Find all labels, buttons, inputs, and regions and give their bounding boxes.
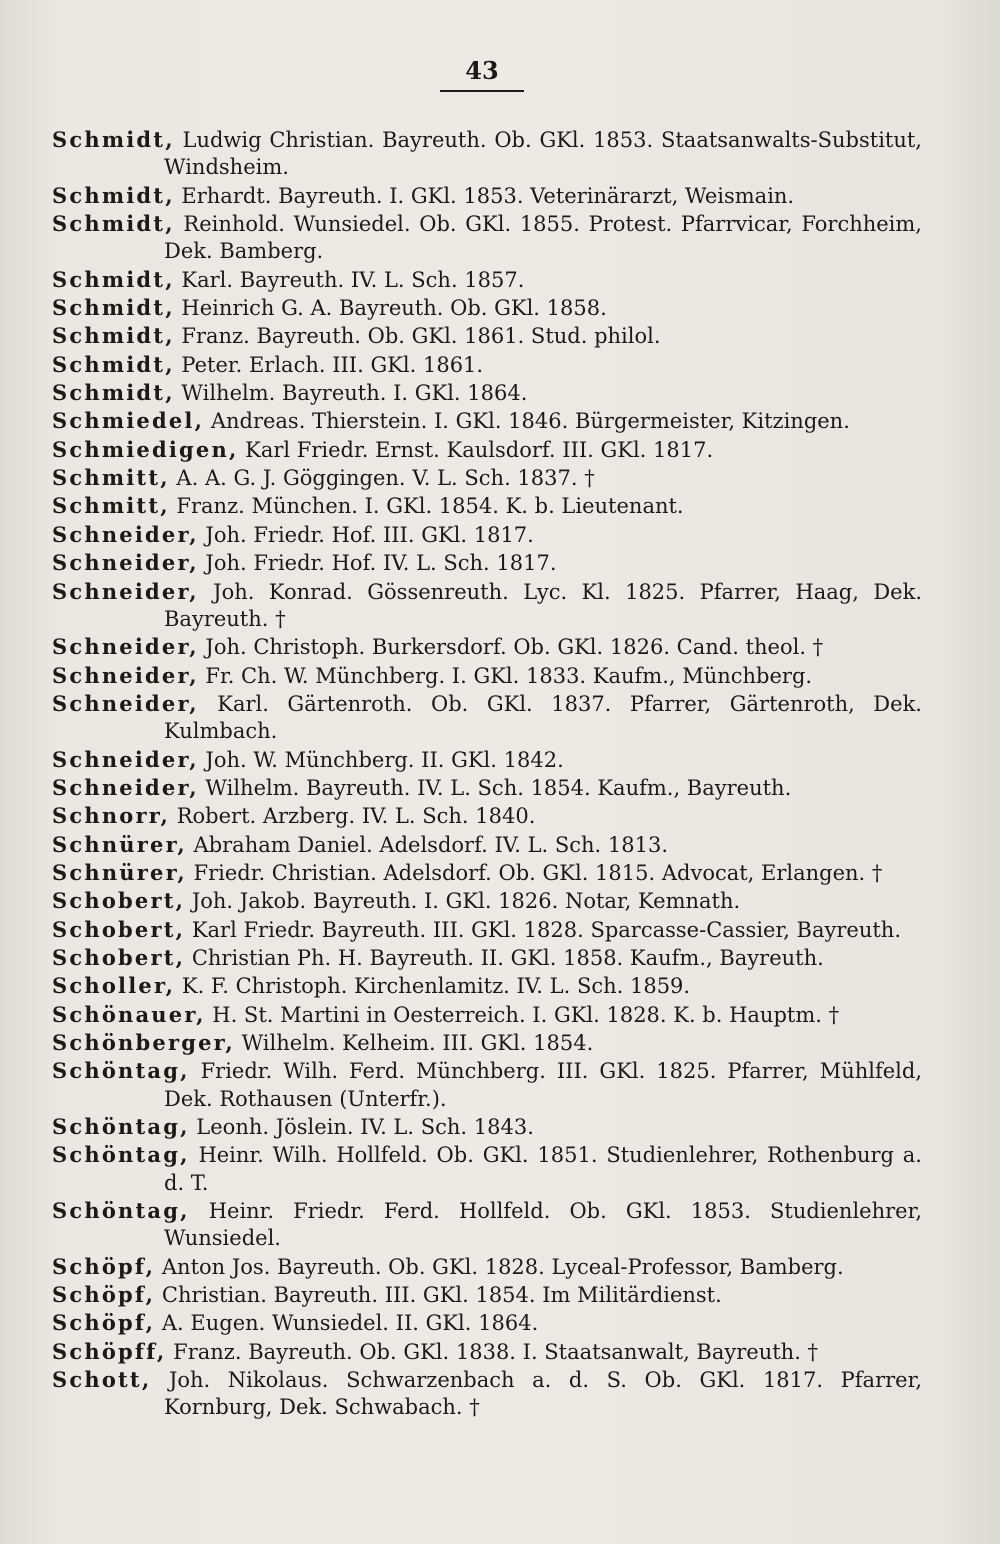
register-entry bbox=[52, 1029, 922, 1057]
register-entry bbox=[52, 1309, 922, 1337]
entry-surname: Schobert, bbox=[52, 944, 186, 970]
entry-surname: Schnürer, bbox=[52, 859, 187, 885]
register-entry bbox=[52, 578, 922, 634]
entry-details: Robert. Arzberg. IV. L. Sch. 1840. bbox=[176, 804, 536, 829]
entry-details: A. Eugen. Wunsiedel. II. GKl. 1864. bbox=[161, 1311, 539, 1336]
entry-surname: Schneider, bbox=[52, 746, 199, 772]
entry-surname: Scholler, bbox=[52, 973, 176, 999]
entry-details: Joh. Konrad. Gössenreuth. Lyc. Kl. 1825. Pfarrer, Haag, Dek. Bayreuth. † bbox=[164, 579, 922, 631]
entry-surname: Schmitt, bbox=[52, 493, 170, 519]
entry-surname: Schnürer, bbox=[52, 831, 187, 857]
register-entry bbox=[52, 1057, 922, 1113]
entry-details: Leonh. Jöslein. IV. L. Sch. 1843. bbox=[196, 1115, 534, 1140]
entry-details: Joh. Christoph. Burkersdorf. Ob. GKl. 1826. Cand. theol. † bbox=[205, 635, 824, 660]
register-entry bbox=[52, 690, 922, 746]
entry-surname: Schneider, bbox=[52, 550, 199, 576]
register-entry bbox=[52, 1141, 922, 1197]
entry-surname: Schmidt, bbox=[52, 266, 175, 292]
entry-details: Wilhelm. Bayreuth. IV. L. Sch. 1854. Kaufm., Bayreuth. bbox=[205, 775, 792, 800]
register-entry bbox=[52, 1113, 922, 1141]
entry-details: Joh. W. Münchberg. II. GKl. 1842. bbox=[205, 747, 564, 772]
register-entry bbox=[52, 1253, 922, 1281]
entry-details: Friedr. Wilh. Ferd. Münchberg. III. GKl. 1825. Pfarrer, Mühlfeld, Dek. Rothausen (Unterfr.). bbox=[164, 1059, 922, 1111]
entry-details: Karl Friedr. Ernst. Kaulsdorf. III. GKl. 1817. bbox=[245, 437, 714, 462]
page-number-rule bbox=[440, 90, 524, 92]
entry-details: A. A. G. J. Göggingen. V. L. Sch. 1837. † bbox=[176, 466, 595, 491]
entry-details: Karl. Bayreuth. IV. L. Sch. 1857. bbox=[181, 267, 525, 292]
register-entry bbox=[52, 436, 922, 464]
register-entry bbox=[52, 407, 922, 435]
register-entry bbox=[52, 351, 922, 379]
entry-surname: Schott, bbox=[52, 1367, 152, 1393]
entry-details: Ludwig Christian. Bayreuth. Ob. GKl. 1853. Staatsanwalts-Substitut, Windsheim. bbox=[164, 128, 922, 180]
entry-surname: Schneider, bbox=[52, 578, 199, 604]
entry-details: Joh. Friedr. Hof. IV. L. Sch. 1817. bbox=[205, 551, 557, 576]
register-entry bbox=[52, 492, 922, 520]
entry-surname: Schöpf, bbox=[52, 1253, 156, 1279]
register-entry bbox=[52, 972, 922, 1000]
entry-details: Karl Friedr. Bayreuth. III. GKl. 1828. Sparcasse-Cassier, Bayreuth. bbox=[191, 917, 902, 942]
entry-details: Franz. Bayreuth. Ob. GKl. 1838. I. Staatsanwalt, Bayreuth. † bbox=[173, 1339, 819, 1364]
entry-surname: Schmidt, bbox=[52, 323, 175, 349]
register-entry bbox=[52, 549, 922, 577]
entry-surname: Schobert, bbox=[52, 888, 186, 914]
entry-surname: Schneider, bbox=[52, 690, 199, 716]
register-entry bbox=[52, 1338, 922, 1366]
entry-surname: Schneider, bbox=[52, 521, 199, 547]
entry-details: Andreas. Thierstein. I. GKl. 1846. Bürgermeister, Kitzingen. bbox=[210, 409, 850, 434]
register-entry bbox=[52, 126, 922, 182]
page-number: 43 bbox=[465, 56, 499, 85]
entry-surname: Schmidt, bbox=[52, 211, 175, 237]
entry-surname: Schobert, bbox=[52, 916, 186, 942]
entry-surname: Schöpff, bbox=[52, 1338, 167, 1364]
entry-surname: Schönberger, bbox=[52, 1030, 235, 1055]
entry-details: Friedr. Christian. Adelsdorf. Ob. GKl. 1815. Advocat, Erlangen. † bbox=[193, 860, 883, 885]
register-entries bbox=[52, 126, 922, 1422]
register-entry bbox=[52, 831, 922, 859]
entry-surname: Schöntag, bbox=[52, 1198, 190, 1224]
entry-details: Joh. Jakob. Bayreuth. I. GKl. 1826. Notar, Kemnath. bbox=[191, 889, 741, 914]
entry-surname: Schmiedel, bbox=[52, 408, 205, 434]
entry-surname: Schmitt, bbox=[52, 465, 170, 491]
entry-details: Reinhold. Wunsiedel. Ob. GKl. 1855. Protest. Pfarrvicar, Forchheim, Dek. Bamberg. bbox=[164, 212, 922, 264]
register-entry bbox=[52, 322, 922, 350]
entry-surname: Schnorr, bbox=[52, 803, 171, 829]
entry-surname: Schneider, bbox=[52, 774, 199, 800]
entry-details: Franz. München. I. GKl. 1854. K. b. Lieutenant. bbox=[176, 494, 684, 519]
entry-details: H. St. Martini in Oesterreich. I. GKl. 1828. K. b. Hauptm. † bbox=[212, 1002, 840, 1027]
register-entry bbox=[52, 859, 922, 887]
entry-surname: Schmidt, bbox=[52, 380, 175, 406]
entry-details: Karl. Gärtenroth. Ob. GKl. 1837. Pfarrer, Gärtenroth, Dek. Kulmbach. bbox=[164, 691, 922, 744]
entry-details: Anton Jos. Bayreuth. Ob. GKl. 1828. Lyceal-Professor, Bamberg. bbox=[161, 1254, 844, 1279]
entry-details: Joh. Friedr. Hof. III. GKl. 1817. bbox=[205, 522, 534, 547]
entry-surname: Schöntag, bbox=[52, 1142, 190, 1168]
entry-surname: Schmidt, bbox=[52, 127, 175, 152]
entry-details: Fr. Ch. W. Münchberg. I. GKl. 1833. Kaufm., Münchberg. bbox=[205, 663, 813, 688]
register-entry bbox=[52, 379, 922, 407]
entry-details: Erhardt. Bayreuth. I. GKl. 1853. Veterinärarzt, Weismain. bbox=[181, 183, 795, 208]
entry-surname: Schneider, bbox=[52, 634, 199, 660]
entry-surname: Schmidt, bbox=[52, 295, 175, 321]
register-entry bbox=[52, 662, 922, 690]
register-entry bbox=[52, 1366, 922, 1422]
entry-details: Wilhelm. Kelheim. III. GKl. 1854. bbox=[241, 1031, 594, 1055]
register-entry bbox=[52, 633, 922, 661]
register-entry bbox=[52, 916, 922, 944]
entry-surname: Schöpf, bbox=[52, 1310, 156, 1336]
register-entry bbox=[52, 887, 922, 915]
register-entry bbox=[52, 944, 922, 972]
entry-surname: Schmidt, bbox=[52, 182, 175, 208]
register-entry bbox=[52, 182, 922, 210]
entry-surname: Schneider, bbox=[52, 662, 199, 688]
register-entry bbox=[52, 1001, 922, 1029]
entry-surname: Schöntag, bbox=[52, 1058, 190, 1084]
entry-details: Joh. Nikolaus. Schwarzenbach a. d. S. Ob. GKl. 1817. Pfarrer, Kornburg, Dek. Schwabach. † bbox=[164, 1368, 922, 1420]
register-entry bbox=[52, 1197, 922, 1253]
register-entry bbox=[52, 521, 922, 549]
entry-details: Heinr. Wilh. Hollfeld. Ob. GKl. 1851. Studienlehrer, Rothenburg a. d. T. bbox=[164, 1143, 922, 1195]
register-entry bbox=[52, 802, 922, 830]
register-entry bbox=[52, 464, 922, 492]
register-entry bbox=[52, 266, 922, 294]
register-entry bbox=[52, 294, 922, 322]
register-entry bbox=[52, 746, 922, 774]
entry-surname: Schöpf, bbox=[52, 1282, 156, 1308]
entry-surname: Schönauer, bbox=[52, 1001, 206, 1027]
entry-details: Peter. Erlach. III. GKl. 1861. bbox=[181, 352, 484, 377]
entry-details: Heinrich G. A. Bayreuth. Ob. GKl. 1858. bbox=[181, 296, 607, 321]
register-entry bbox=[52, 774, 922, 802]
entry-details: Franz. Bayreuth. Ob. GKl. 1861. Stud. philol. bbox=[181, 324, 661, 349]
entry-details: Abraham Daniel. Adelsdorf. IV. L. Sch. 1813. bbox=[193, 832, 669, 857]
entry-surname: Schmidt, bbox=[52, 351, 175, 377]
entry-surname: Schmiedigen, bbox=[52, 436, 239, 462]
entry-details: Christian Ph. H. Bayreuth. II. GKl. 1858. Kaufm., Bayreuth. bbox=[191, 945, 824, 970]
entry-details: K. F. Christoph. Kirchenlamitz. IV. L. Sch. 1859. bbox=[181, 974, 691, 999]
register-entry bbox=[52, 210, 922, 266]
entry-details: Christian. Bayreuth. III. GKl. 1854. Im Militärdienst. bbox=[161, 1283, 722, 1308]
entry-details: Wilhelm. Bayreuth. I. GKl. 1864. bbox=[181, 381, 528, 406]
entry-surname: Schöntag, bbox=[52, 1114, 190, 1140]
register-entry bbox=[52, 1281, 922, 1309]
entry-details: Heinr. Friedr. Ferd. Hollfeld. Ob. GKl. 1853. Studienlehrer, Wunsiedel. bbox=[164, 1199, 922, 1251]
